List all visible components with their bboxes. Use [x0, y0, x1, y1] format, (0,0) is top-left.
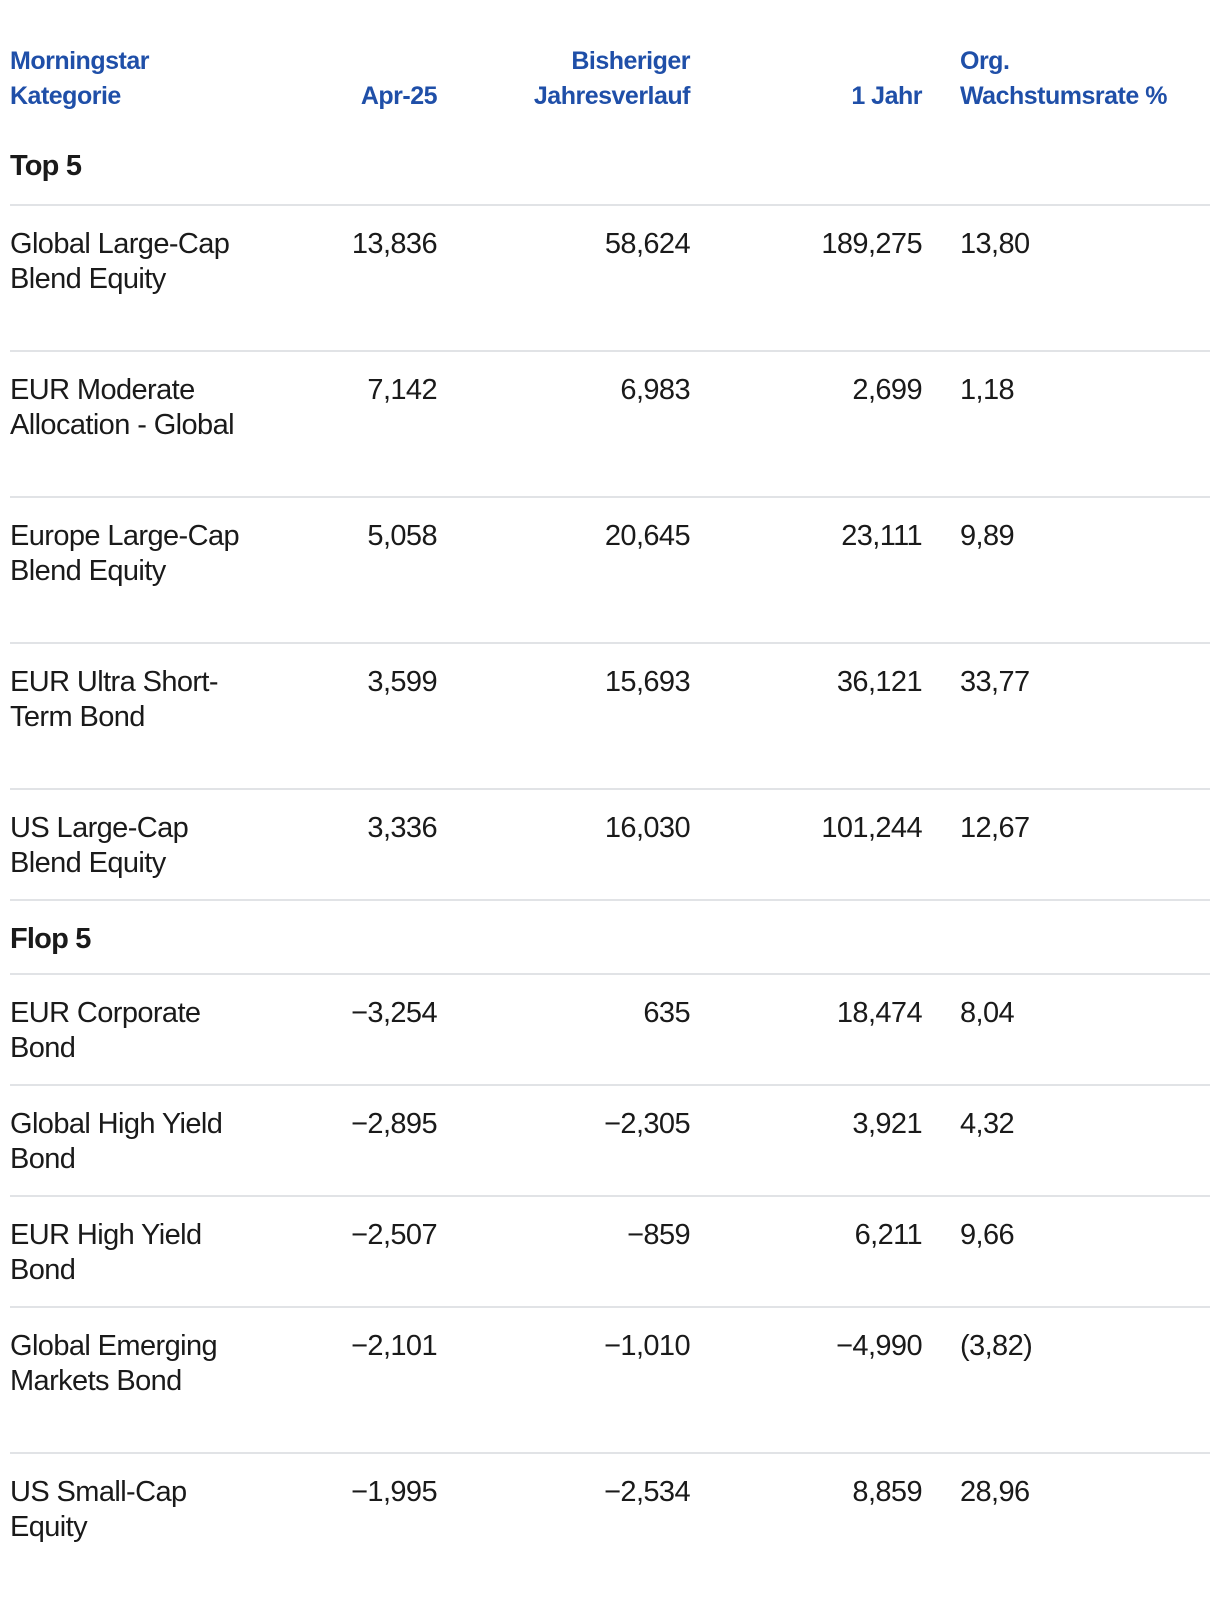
row-ytd: 16,030: [604, 812, 690, 844]
table-row: [10, 973, 1210, 1084]
section-heading-flop: [10, 899, 1210, 973]
row-month: −2,895: [351, 1108, 437, 1140]
flows-table: [10, 0, 1210, 1563]
row-one-year: 36,121: [836, 666, 922, 698]
row-growth: 1,18: [960, 374, 1015, 406]
section-heading-top: [10, 130, 1210, 204]
header-growth-line2: Wachstumsrate %: [960, 82, 1167, 110]
table-row: [10, 1306, 1210, 1452]
table-row: [10, 788, 1210, 899]
row-one-year: 6,211: [854, 1219, 922, 1251]
table-row: [10, 1084, 1210, 1195]
row-category: EUR Moderate Allocation - Global: [10, 374, 234, 441]
row-growth: 12,67: [960, 812, 1030, 844]
row-growth: (3,82): [960, 1330, 1033, 1362]
row-category: US Small-Cap Equity: [10, 1476, 187, 1543]
table-row: [10, 642, 1210, 788]
row-one-year: 101,244: [821, 812, 922, 844]
section-title: Top 5: [10, 150, 82, 182]
header-month: Apr-25: [360, 82, 437, 110]
header-growth-line1: Org.: [960, 47, 1010, 75]
row-month: 3,599: [367, 666, 437, 698]
section-title: Flop 5: [10, 923, 91, 955]
row-ytd: −2,534: [604, 1476, 690, 1508]
table-header-row: [10, 0, 1210, 130]
row-category: US Large-Cap Blend Equity: [10, 812, 189, 879]
row-ytd: 15,693: [604, 666, 690, 698]
row-category: Europe Large-Cap Blend Equity: [10, 520, 239, 587]
row-category: Global High Yield Bond: [10, 1108, 223, 1175]
row-growth: 13,80: [960, 228, 1030, 260]
row-month: −1,995: [351, 1476, 437, 1508]
row-month: 5,058: [367, 520, 437, 552]
table-row: [10, 1195, 1210, 1306]
row-one-year: 18,474: [836, 997, 922, 1029]
row-one-year: 3,921: [852, 1108, 922, 1140]
row-ytd: 635: [643, 997, 690, 1029]
row-growth: 9,66: [960, 1219, 1015, 1251]
table-row: [10, 1452, 1210, 1563]
row-category: Global Large-Cap Blend Equity: [10, 228, 230, 295]
row-one-year: 2,699: [852, 374, 922, 406]
row-growth: 33,77: [960, 666, 1030, 698]
row-growth: 28,96: [960, 1476, 1030, 1508]
header-one-year: 1 Jahr: [851, 82, 922, 110]
row-month: 13,836: [351, 228, 437, 260]
row-one-year: 189,275: [821, 228, 922, 260]
row-month: −2,101: [351, 1330, 437, 1362]
row-category: EUR Ultra Short-Term Bond: [10, 666, 218, 733]
row-month: 3,336: [367, 812, 437, 844]
header-ytd-line2: Jahresverlauf: [533, 82, 690, 110]
row-month: −2,507: [351, 1219, 437, 1251]
header-ytd-line1: Bisheriger: [571, 47, 690, 75]
row-ytd: 20,645: [604, 520, 690, 552]
row-one-year: 8,859: [852, 1476, 922, 1508]
row-month: 7,142: [367, 374, 437, 406]
header-category-line2: Kategorie: [10, 82, 121, 110]
table-row: [10, 496, 1210, 642]
row-category: Global Emerging Markets Bond: [10, 1330, 217, 1397]
header-category-line1: Morningstar: [10, 47, 149, 75]
row-growth: 8,04: [960, 997, 1015, 1029]
row-one-year: 23,111: [841, 520, 922, 552]
table-row: [10, 204, 1210, 350]
row-one-year: −4,990: [836, 1330, 922, 1362]
header-growth: [960, 44, 1167, 114]
row-growth: 4,32: [960, 1108, 1015, 1140]
table-row: [10, 350, 1210, 496]
row-category: EUR High Yield Bond: [10, 1219, 202, 1286]
row-ytd: −859: [627, 1219, 690, 1251]
row-ytd: 6,983: [620, 374, 690, 406]
row-category: EUR Corporate Bond: [10, 997, 201, 1064]
header-category: [10, 44, 240, 114]
row-growth: 9,89: [960, 520, 1015, 552]
row-ytd: 58,624: [604, 228, 690, 260]
header-ytd: [534, 44, 690, 114]
row-ytd: −1,010: [604, 1330, 690, 1362]
row-ytd: −2,305: [604, 1108, 690, 1140]
row-month: −3,254: [351, 997, 437, 1029]
